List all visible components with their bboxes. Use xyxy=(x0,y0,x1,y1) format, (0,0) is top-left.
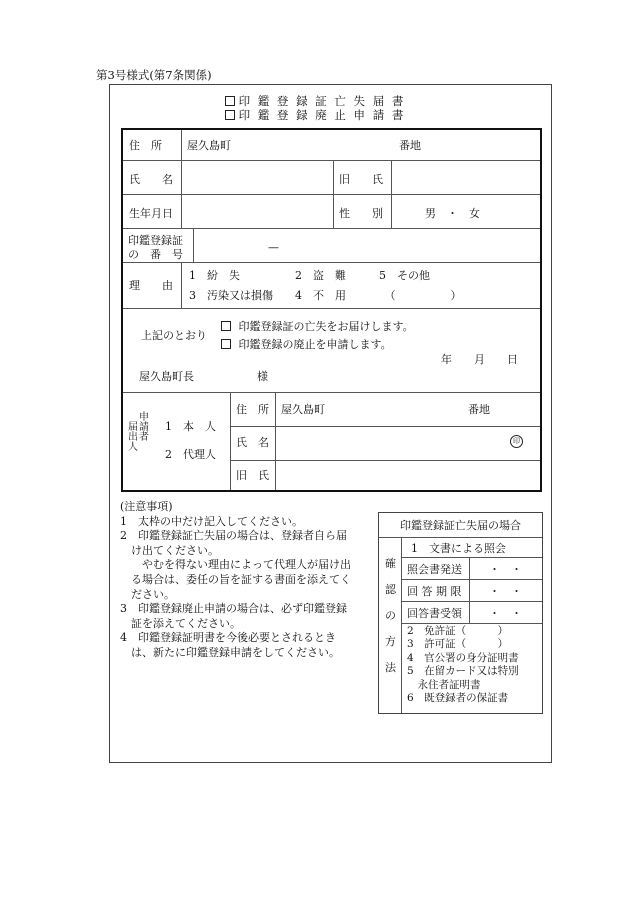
form-number-label: 第3号様式(第7条関係) xyxy=(96,68,212,82)
col-divider xyxy=(333,160,334,228)
col-divider xyxy=(181,130,182,160)
checkbox-icon[interactable] xyxy=(221,339,231,349)
address-town: 屋久島町 xyxy=(187,139,231,152)
applicant-label-col2 xyxy=(139,413,149,443)
note-line: 証を添えてください。 xyxy=(120,616,241,630)
applicant-old-surname-field[interactable] xyxy=(277,462,537,490)
option-cancel[interactable] xyxy=(221,338,392,351)
old-surname-label: 旧 氏 xyxy=(339,173,383,186)
method-item: 2 免許証（ ） xyxy=(407,625,509,637)
label-char: 方 xyxy=(385,635,396,648)
birth-date-label: 生年月日 xyxy=(129,207,173,220)
label-char: 者 xyxy=(139,432,149,443)
side-table-header: 印鑑登録証亡失届の場合 xyxy=(400,519,521,532)
label-char: 確 xyxy=(385,557,396,570)
col-divider xyxy=(181,160,182,228)
col-divider xyxy=(401,537,402,713)
note-line: け出てください。 xyxy=(120,543,219,557)
checkbox-icon[interactable] xyxy=(225,96,235,106)
label-char: 認 xyxy=(385,583,396,596)
notes-section xyxy=(120,500,351,661)
applicant-role-self[interactable]: 1 本 人 xyxy=(165,420,216,433)
reply-deadline-label: 回 答 期 限 xyxy=(407,585,462,598)
confirmation-method-table xyxy=(378,512,543,714)
addressee-honorific: 様 xyxy=(257,370,268,383)
note-line: は、新たに印鑑登録申請をしてください。 xyxy=(120,645,340,659)
row-divider xyxy=(401,579,542,580)
applicant-address-town: 屋久島町 xyxy=(281,403,325,416)
label-char: 届 xyxy=(128,422,138,433)
address-label: 住 所 xyxy=(129,139,162,152)
reply-received-label: 回答書受領 xyxy=(407,607,462,620)
method-item-list xyxy=(407,625,519,705)
col-divider xyxy=(193,228,194,262)
col-divider xyxy=(391,160,392,228)
option-loss-text: 印鑑登録証の亡失をお届けします。 xyxy=(238,320,414,333)
name-field[interactable] xyxy=(183,162,331,192)
row-divider xyxy=(123,262,540,263)
note-line: やむを得ない理由によって代理人が届け出 xyxy=(120,558,351,572)
row-divider xyxy=(123,194,540,195)
address-field[interactable] xyxy=(223,132,393,158)
reply-deadline-date[interactable]: ・ ・ xyxy=(489,585,522,598)
reason-options-line1[interactable]: 1 紛 失 2 盗 難 5 その他 xyxy=(189,269,430,282)
reply-received-date[interactable]: ・ ・ xyxy=(489,607,522,620)
method-item: 6 既登録者の保証書 xyxy=(407,692,509,705)
row-divider xyxy=(123,160,540,161)
checkbox-icon[interactable] xyxy=(221,321,231,331)
col-divider xyxy=(181,262,182,308)
inquiry-sent-date[interactable]: ・ ・ xyxy=(489,563,522,576)
option-loss[interactable] xyxy=(221,320,414,333)
title-cancellation-text: 印 鑑 登 録 廃 止 申 請 書 xyxy=(238,108,406,122)
note-line: 1 太枠の中だけ記入してください。 xyxy=(120,514,303,528)
label-char: 請 xyxy=(139,422,149,433)
cert-number-dash: — xyxy=(268,241,279,254)
row-divider xyxy=(401,601,542,602)
label-char: 申 xyxy=(139,412,149,423)
row-divider xyxy=(230,426,540,427)
declaration-date[interactable]: 年 月 日 xyxy=(441,353,518,366)
row-divider xyxy=(401,557,542,558)
label-char: 出 xyxy=(128,432,138,443)
cert-number-label-1: 印鑑登録証 xyxy=(128,234,183,247)
applicant-address-banchi: 番地 xyxy=(468,403,490,416)
name-label: 氏 名 xyxy=(129,173,173,186)
seal-mark-icon: 印 xyxy=(510,435,523,448)
row-divider xyxy=(230,460,540,461)
col-divider xyxy=(469,557,470,623)
label-char: 人 xyxy=(128,442,138,453)
note-line: る場合は、委任の旨を証する書面を添えてく xyxy=(120,572,351,586)
row-divider xyxy=(123,228,540,229)
row-divider xyxy=(379,537,542,538)
applicant-address-label: 住 所 xyxy=(236,403,269,416)
applicant-name-label: 氏 名 xyxy=(236,436,269,449)
title-cancellation[interactable] xyxy=(0,107,630,123)
old-surname-field[interactable] xyxy=(393,162,538,192)
note-line: 3 印鑑登録廃止申請の場合は、必ず印鑑登録 xyxy=(120,602,347,616)
address-banchi: 番地 xyxy=(399,139,421,152)
applicant-label-col1 xyxy=(128,423,138,453)
sex-label: 性 別 xyxy=(339,207,383,220)
col-divider xyxy=(230,392,231,490)
inquiry-sent-label: 照会書発送 xyxy=(407,563,462,576)
row-divider xyxy=(123,392,540,393)
row-divider xyxy=(123,308,540,309)
addressee: 屋久島町長 xyxy=(139,370,194,383)
option-cancel-text: 印鑑登録の廃止を申請します。 xyxy=(238,338,392,351)
applicant-role-agent[interactable]: 2 代理人 xyxy=(165,448,216,461)
declaration-prefix: 上記のとおり xyxy=(141,329,207,342)
checkbox-icon[interactable] xyxy=(225,110,235,120)
method-item: 4 官公署の身分証明書 xyxy=(407,651,519,664)
sex-options[interactable]: 男 ・ 女 xyxy=(425,207,480,220)
label-char: 法 xyxy=(385,661,396,674)
reason-options-line2[interactable]: 3 汚染又は損傷 4 不 用 （ ） xyxy=(189,289,462,302)
note-line: 2 印鑑登録証亡失届の場合は、登録者自ら届 xyxy=(120,529,347,543)
row-divider xyxy=(401,623,542,624)
method-item: 5 在留カード又は特別 xyxy=(407,665,519,678)
label-char: の xyxy=(385,609,396,622)
applicant-address-field[interactable] xyxy=(331,394,466,424)
method-item: 3 許可証（ ） xyxy=(407,638,509,651)
note-line: 4 印鑑登録証明書を今後必要とされるとき xyxy=(120,631,336,645)
main-form-table xyxy=(121,128,542,492)
method-item-1: 1 文書による照会 xyxy=(411,542,506,555)
applicant-old-surname-label: 旧 氏 xyxy=(236,469,269,482)
col-divider xyxy=(275,392,276,490)
confirmation-method-vertical-label xyxy=(385,551,397,681)
birth-date-field[interactable] xyxy=(183,196,331,226)
note-line: ださい。 xyxy=(120,587,175,601)
reason-label: 理 由 xyxy=(129,279,173,292)
title-loss-report-text: 印 鑑 登 録 証 亡 失 届 書 xyxy=(238,94,406,108)
notes-heading: (注意事項) xyxy=(120,500,173,513)
cert-number-label-2: の 番 号 xyxy=(128,248,183,261)
applicant-name-field[interactable] xyxy=(277,428,507,458)
method-item: 永住者証明書 xyxy=(407,678,481,691)
notes-list xyxy=(120,515,351,661)
cert-number-field[interactable] xyxy=(195,230,538,260)
